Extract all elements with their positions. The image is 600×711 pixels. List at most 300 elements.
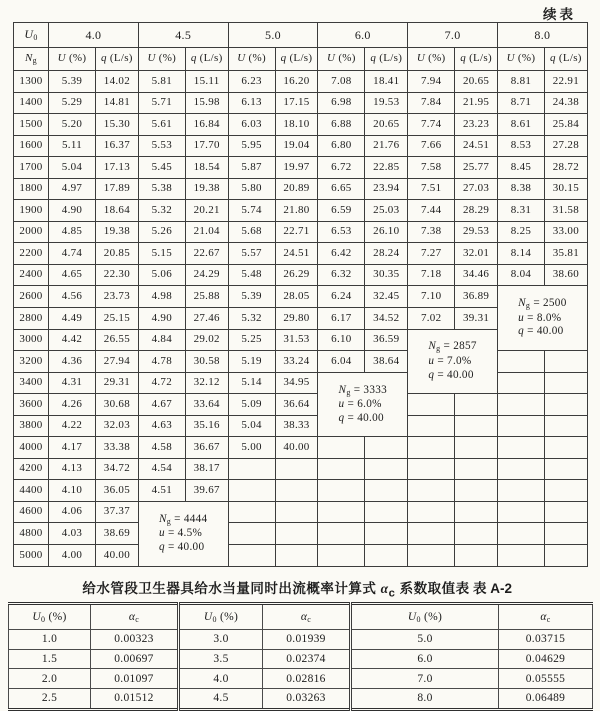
table-row [14,286,588,308]
u0-value-cell: 2.5 [9,689,91,710]
u-value-cell: 6.59 [318,200,365,222]
empty-cell [318,545,365,567]
continued-table-label: 续表 [543,7,576,22]
q-value-cell: 20.65 [455,71,498,93]
empty-cell [318,458,365,480]
u-value-cell: 5.19 [228,351,275,373]
u-value-cell: 7.84 [408,92,455,114]
empty-cell [455,501,498,523]
table-a2-tag: 表 A-2 [472,581,512,596]
table-row [14,351,588,373]
u-value-cell: 4.03 [49,523,96,545]
u-value-cell: 5.26 [138,221,185,243]
alpha-value-cell: 0.05555 [499,669,593,689]
u-value-cell: 6.53 [318,221,365,243]
empty-cell [497,480,544,502]
u-value-cell: 5.00 [228,437,275,459]
q-value-cell: 17.13 [96,157,139,179]
ng-row-label: 3000 [14,329,49,351]
empty-cell [365,480,408,502]
u-value-cell: 4.98 [138,286,185,308]
q-value-cell: 29.31 [96,372,139,394]
q-value-cell: 38.33 [275,415,318,437]
u-value-cell: 5.61 [138,114,185,136]
u-value-cell: 6.98 [318,92,365,114]
q-value-cell: 17.89 [96,178,139,200]
q-value-cell: 17.70 [185,135,228,157]
empty-cell [275,458,318,480]
u-value-cell: 5.32 [228,308,275,330]
ng-row-label: 4200 [14,458,49,480]
q-value-cell: 14.81 [96,92,139,114]
q-value-cell: 17.15 [275,92,318,114]
empty-cell [318,501,365,523]
ng-row-label: 3200 [14,351,49,373]
q-value-cell: 37.37 [96,501,139,523]
u-value-cell: 5.38 [138,178,185,200]
q-value-cell: 19.97 [275,157,318,179]
u-value-cell: 7.74 [408,114,455,136]
empty-cell [228,523,275,545]
empty-cell [275,480,318,502]
u0-value-cell: 7.0 [351,669,499,689]
u-value-cell: 5.39 [49,71,96,93]
empty-cell [544,437,587,459]
empty-cell [497,394,544,416]
empty-cell [497,545,544,567]
ng-row-label: 3800 [14,415,49,437]
empty-cell [228,480,275,502]
q-value-cell: 36.67 [185,437,228,459]
empty-cell [544,480,587,502]
q-value-cell: 18.41 [365,71,408,93]
q-value-cell: 31.53 [275,329,318,351]
u0-group-header: 4.0 [49,23,139,48]
q-value-cell: 38.69 [96,523,139,545]
q-value-cell: 14.02 [96,71,139,93]
u-value-cell: 5.39 [228,286,275,308]
u0-value-cell: 3.0 [179,630,263,650]
u-subheader: U (%) [49,48,96,71]
u-value-cell: 5.04 [228,415,275,437]
u-value-cell: 4.65 [49,264,96,286]
u-value-cell: 6.80 [318,135,365,157]
q-value-cell: 24.38 [544,92,587,114]
u-value-cell: 8.04 [497,264,544,286]
u0-value-cell: 1.0 [9,630,91,650]
q-value-cell: 25.77 [455,157,498,179]
q-value-cell: 26.10 [365,221,408,243]
empty-cell [275,545,318,567]
q-subheader: q (L/s) [544,48,587,71]
u-value-cell: 5.81 [138,71,185,93]
u-value-cell: 5.48 [228,264,275,286]
u-value-cell: 5.45 [138,157,185,179]
q-value-cell: 19.38 [185,178,228,200]
q-value-cell: 22.85 [365,157,408,179]
u-value-cell: 8.38 [497,178,544,200]
q-value-cell: 33.64 [185,394,228,416]
empty-cell [497,523,544,545]
q-value-cell: 23.73 [96,286,139,308]
q-subheader: q (L/s) [185,48,228,71]
table-row [14,501,588,523]
q-value-cell: 38.64 [365,351,408,373]
u-value-cell: 4.84 [138,329,185,351]
alpha-value-cell: 0.01097 [91,669,179,689]
alpha-value-cell: 0.04629 [499,649,593,669]
table-row [14,415,588,437]
q-value-cell: 36.64 [275,394,318,416]
empty-cell [544,501,587,523]
alpha-header: $\alpha_c$ [91,604,179,630]
u-value-cell: 6.32 [318,264,365,286]
u-value-cell: 6.04 [318,351,365,373]
ng-row-label: 3600 [14,394,49,416]
ng-row-label: 1700 [14,157,49,179]
table-row [9,649,593,669]
empty-cell [455,458,498,480]
u0-value-cell: 5.0 [351,630,499,650]
q-value-cell: 28.72 [544,157,587,179]
q-value-cell: 16.37 [96,135,139,157]
q-value-cell: 35.16 [185,415,228,437]
empty-cell [365,545,408,567]
empty-cell [497,415,544,437]
u-value-cell: 5.71 [138,92,185,114]
empty-cell [497,437,544,459]
empty-cell [228,545,275,567]
empty-cell [318,437,365,459]
table-row [14,437,588,459]
u-value-cell: 7.38 [408,221,455,243]
table-row [9,630,593,650]
q-value-cell: 16.84 [185,114,228,136]
empty-cell [365,437,408,459]
alpha-value-cell: 0.00323 [91,630,179,650]
q-value-cell: 38.60 [544,264,587,286]
empty-cell [455,394,498,416]
table-row [14,221,588,243]
empty-cell [455,545,498,567]
q-value-cell: 24.29 [185,264,228,286]
u-value-cell: 7.66 [408,135,455,157]
empty-cell [544,458,587,480]
u-value-cell: 6.24 [318,286,365,308]
table-row [14,394,588,416]
alpha-value-cell: 0.02816 [263,669,351,689]
q-value-cell: 30.58 [185,351,228,373]
u0-group-header: 6.0 [318,23,408,48]
u-value-cell: 4.90 [49,200,96,222]
q-value-cell: 33.38 [96,437,139,459]
u-value-cell: 5.25 [228,329,275,351]
q-value-cell: 18.10 [275,114,318,136]
u0-header: $U_0$ (%) [9,604,91,630]
q-value-cell: 27.94 [96,351,139,373]
empty-cell [408,501,455,523]
ng-row-label: 2200 [14,243,49,265]
u-value-cell: 5.20 [49,114,96,136]
q-value-cell: 30.35 [365,264,408,286]
alpha-value-cell: 0.00697 [91,649,179,669]
alpha-table-title: 给水管段卫生器具给水当量同时出流概率计算式 $\alpha_c$ 系数取值表 [82,581,470,600]
empty-cell [544,394,587,416]
table-row [14,92,588,114]
ng-row-label: 4400 [14,480,49,502]
u-value-cell: 5.14 [228,372,275,394]
ng-row-label: 1800 [14,178,49,200]
u-value-cell: 5.68 [228,221,275,243]
u-value-cell: 5.04 [49,157,96,179]
empty-cell [408,394,455,416]
ng-corner-cell: $N_g$ [14,48,49,71]
q-value-cell: 26.55 [96,329,139,351]
empty-cell [497,501,544,523]
empty-cell [455,437,498,459]
empty-cell [228,458,275,480]
u0-value-cell: 1.5 [9,649,91,669]
u0-value-cell: 4.0 [179,669,263,689]
u-value-cell: 4.36 [49,351,96,373]
u-subheader: U (%) [408,48,455,71]
q-value-cell: 27.28 [544,135,587,157]
table-row [9,689,593,710]
u-subheader: U (%) [228,48,275,71]
ng-row-label: 1400 [14,92,49,114]
q-value-cell: 34.46 [455,264,498,286]
empty-cell [408,523,455,545]
q-value-cell: 32.45 [365,286,408,308]
q-value-cell: 20.89 [275,178,318,200]
u-subheader: U (%) [497,48,544,71]
u-value-cell: 4.51 [138,480,185,502]
q-value-cell: 21.04 [185,221,228,243]
table-row [14,523,588,545]
empty-cell [497,458,544,480]
u-value-cell: 7.94 [408,71,455,93]
empty-cell [544,523,587,545]
ng-row-label: 4600 [14,501,49,523]
q-value-cell: 22.71 [275,221,318,243]
note-cell: $N_g = 3333$ u = 6.0% q = 40.00 [318,372,408,437]
q-value-cell: 23.94 [365,178,408,200]
u-value-cell: 5.74 [228,200,275,222]
u0-group-header: 5.0 [228,23,318,48]
empty-cell [275,501,318,523]
q-value-cell: 31.58 [544,200,587,222]
q-value-cell: 26.29 [275,264,318,286]
u-value-cell: 4.00 [49,545,96,567]
u0-group-header: 8.0 [497,23,587,48]
q-value-cell: 20.65 [365,114,408,136]
empty-cell [544,372,587,394]
q-value-cell: 15.30 [96,114,139,136]
empty-cell [408,458,455,480]
u-value-cell: 6.72 [318,157,365,179]
q-value-cell: 36.89 [455,286,498,308]
u-value-cell: 6.88 [318,114,365,136]
table-row [9,669,593,689]
q-value-cell: 28.05 [275,286,318,308]
u-value-cell: 4.31 [49,372,96,394]
q-subheader: q (L/s) [96,48,139,71]
u-value-cell: 5.11 [49,135,96,157]
u-value-cell: 7.58 [408,157,455,179]
empty-cell [275,523,318,545]
q-subheader: q (L/s) [365,48,408,71]
q-value-cell: 19.04 [275,135,318,157]
alpha-coefficient-table [8,602,593,711]
q-value-cell: 32.03 [96,415,139,437]
q-value-cell: 23.23 [455,114,498,136]
table-row [14,135,588,157]
q-value-cell: 25.15 [96,308,139,330]
alpha-header: $\alpha_c$ [499,604,593,630]
q-value-cell: 40.00 [96,545,139,567]
q-value-cell: 35.81 [544,243,587,265]
u-subheader: U (%) [318,48,365,71]
q-value-cell: 32.12 [185,372,228,394]
alpha-value-cell: 0.03263 [263,689,351,710]
alpha-value-cell: 0.01939 [263,630,351,650]
u-value-cell: 4.42 [49,329,96,351]
q-value-cell: 16.20 [275,71,318,93]
empty-cell [408,480,455,502]
empty-cell [365,501,408,523]
q-value-cell: 20.85 [96,243,139,265]
q-value-cell: 24.51 [455,135,498,157]
empty-cell [455,523,498,545]
ng-row-label: 1500 [14,114,49,136]
q-value-cell: 22.30 [96,264,139,286]
u-value-cell: 7.10 [408,286,455,308]
q-subheader: q (L/s) [455,48,498,71]
empty-cell [228,501,275,523]
q-value-cell: 15.11 [185,71,228,93]
u-value-cell: 5.87 [228,157,275,179]
u0-header: $U_0$ (%) [351,604,499,630]
u0-value-cell: 6.0 [351,649,499,669]
empty-cell [318,480,365,502]
u-value-cell: 4.90 [138,308,185,330]
u-value-cell: 6.23 [228,71,275,93]
u0-value-cell: 8.0 [351,689,499,710]
empty-cell [544,351,587,373]
q-value-cell: 18.54 [185,157,228,179]
table-row [14,372,588,394]
ng-row-label: 1600 [14,135,49,157]
u-value-cell: 4.49 [49,308,96,330]
u-value-cell: 5.80 [228,178,275,200]
u-value-cell: 8.45 [497,157,544,179]
q-value-cell: 29.53 [455,221,498,243]
u0-value-cell: 2.0 [9,669,91,689]
ng-row-label: 3400 [14,372,49,394]
alpha-value-cell: 0.02374 [263,649,351,669]
q-value-cell: 38.17 [185,458,228,480]
q-value-cell: 33.00 [544,221,587,243]
u0-header: $U_0$ (%) [179,604,263,630]
q-value-cell: 15.98 [185,92,228,114]
q-subheader: q (L/s) [275,48,318,71]
q-value-cell: 21.76 [365,135,408,157]
alpha-value-cell: 0.01512 [91,689,179,710]
table-row [14,178,588,200]
u-value-cell: 7.18 [408,264,455,286]
u-value-cell: 6.42 [318,243,365,265]
q-value-cell: 36.05 [96,480,139,502]
u-value-cell: 4.54 [138,458,185,480]
u-value-cell: 5.53 [138,135,185,157]
empty-cell [455,415,498,437]
u-value-cell: 5.95 [228,135,275,157]
q-value-cell: 34.95 [275,372,318,394]
u-value-cell: 5.15 [138,243,185,265]
q-value-cell: 33.24 [275,351,318,373]
q-value-cell: 40.00 [275,437,318,459]
u-value-cell: 5.29 [49,92,96,114]
q-value-cell: 22.91 [544,71,587,93]
table-row [14,200,588,222]
ng-row-label: 2800 [14,308,49,330]
u0-value-cell: 4.5 [179,689,263,710]
u-value-cell: 4.85 [49,221,96,243]
note-cell: $N_g = 2500$ u = 8.0% q = 40.00 [497,286,587,351]
q-value-cell: 21.95 [455,92,498,114]
table-row [14,243,588,265]
table-row [14,114,588,136]
q-value-cell: 29.80 [275,308,318,330]
empty-cell [408,415,455,437]
q-value-cell: 24.51 [275,243,318,265]
alpha-value-cell: 0.06489 [499,689,593,710]
q-value-cell: 30.15 [544,178,587,200]
q-value-cell: 19.53 [365,92,408,114]
table-row [14,71,588,93]
u-value-cell: 4.56 [49,286,96,308]
u-value-cell: 8.61 [497,114,544,136]
u-value-cell: 6.17 [318,308,365,330]
u0-corner-cell: $U_0$ [14,23,49,48]
u-value-cell: 7.02 [408,308,455,330]
q-value-cell: 34.52 [365,308,408,330]
q-value-cell: 25.88 [185,286,228,308]
u-value-cell: 8.31 [497,200,544,222]
u-value-cell: 6.13 [228,92,275,114]
u-value-cell: 6.03 [228,114,275,136]
u-value-cell: 6.10 [318,329,365,351]
u-subheader: U (%) [138,48,185,71]
u-value-cell: 7.27 [408,243,455,265]
empty-cell [455,480,498,502]
ng-row-label: 2000 [14,221,49,243]
q-value-cell: 39.67 [185,480,228,502]
q-value-cell: 27.03 [455,178,498,200]
ng-row-label: 2400 [14,264,49,286]
alpha-header: $\alpha_c$ [263,604,351,630]
q-value-cell: 27.46 [185,308,228,330]
u-value-cell: 7.44 [408,200,455,222]
table-row [14,264,588,286]
u-value-cell: 5.06 [138,264,185,286]
u-value-cell: 4.78 [138,351,185,373]
empty-cell [408,545,455,567]
q-value-cell: 20.21 [185,200,228,222]
q-value-cell: 28.29 [455,200,498,222]
table-row [14,480,588,502]
empty-cell [544,415,587,437]
